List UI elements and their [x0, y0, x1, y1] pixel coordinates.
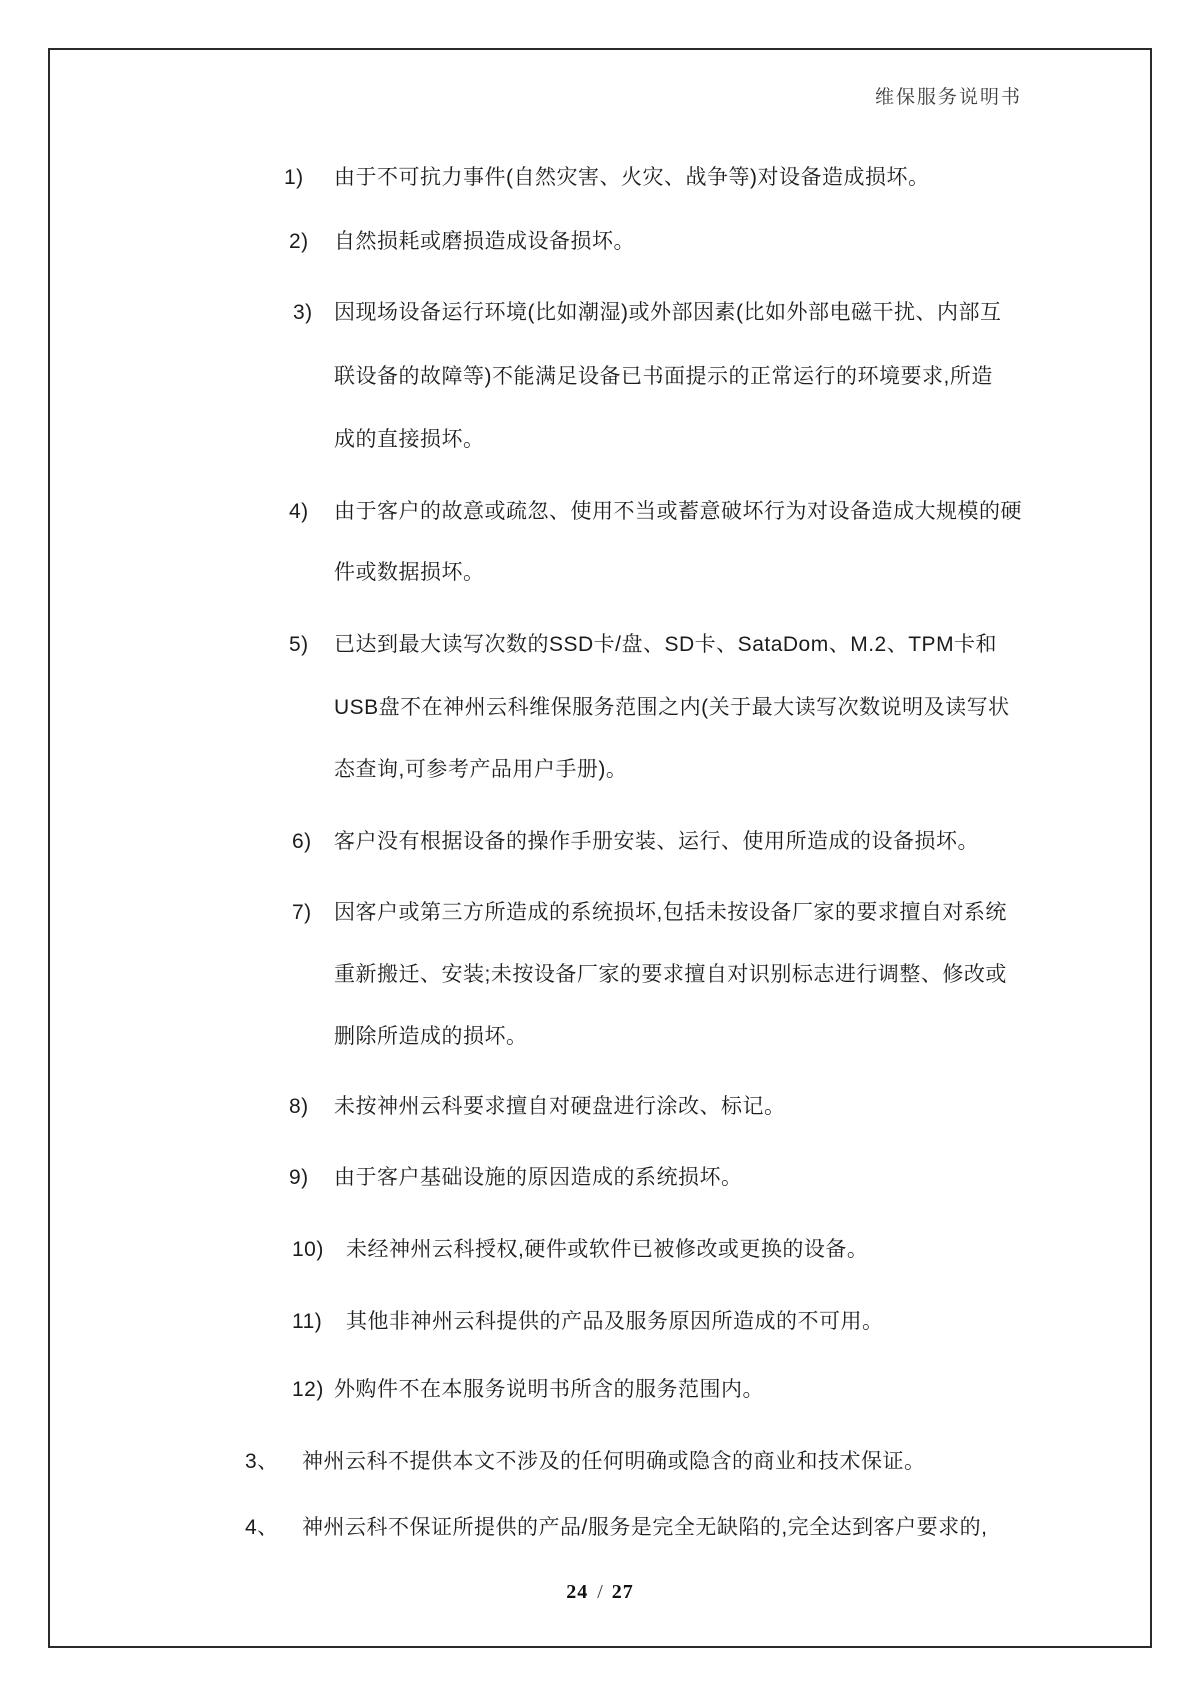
page-number-current: 24 — [566, 1581, 589, 1603]
list-item-line: 未按神州云科要求擅自对硬盘进行涂改、标记。 — [334, 1095, 786, 1118]
page-number-separator: / — [597, 1581, 603, 1603]
list-item-line: 重新搬迁、安装;未按设备厂家的要求擅自对识别标志进行调整、修改或 — [334, 963, 1007, 986]
list-item-line: 自然损耗或磨损造成设备损坏。 — [334, 230, 635, 253]
list-item-number: 4) — [289, 500, 309, 523]
list-item-line: 联设备的故障等)不能满足设备已书面提示的正常运行的环境要求,所造 — [334, 365, 993, 388]
list-item-line: 件或数据损坏。 — [334, 561, 485, 584]
list-item-number: 2) — [289, 230, 309, 253]
list-item-number: 12) — [292, 1378, 324, 1401]
list-item-line: 态查询,可参考产品用户手册)。 — [334, 758, 628, 781]
list-item-number: 1) — [284, 166, 304, 189]
list-item-number: 6) — [292, 830, 312, 853]
section-item-line: 神州云科不保证所提供的产品/服务是完全无缺陷的,完全达到客户要求的, — [302, 1516, 988, 1539]
list-item-number: 11) — [292, 1310, 323, 1333]
list-item-number: 8) — [289, 1095, 309, 1118]
list-item-line: 其他非神州云科提供的产品及服务原因所造成的不可用。 — [346, 1310, 884, 1333]
list-item-line: 因客户或第三方所造成的系统损坏,包括未按设备厂家的要求擅自对系统 — [334, 901, 1007, 924]
list-item-line: 已达到最大读写次数的SSD卡/盘、SD卡、SataDom、M.2、TPM卡和 — [334, 633, 998, 656]
list-item-number: 10) — [292, 1238, 324, 1261]
list-item-line: 未经神州云科授权,硬件或软件已被修改或更换的设备。 — [346, 1238, 869, 1261]
page-number-total: 27 — [611, 1581, 634, 1603]
list-item-line: 因现场设备运行环境(比如潮湿)或外部因素(比如外部电磁干扰、内部互 — [334, 301, 1002, 324]
list-item-line: 由于不可抗力事件(自然灾害、火灾、战争等)对设备造成损坏。 — [334, 166, 930, 189]
list-item-line: 客户没有根据设备的操作手册安装、运行、使用所造成的设备损坏。 — [334, 830, 979, 853]
section-item-line: 神州云科不提供本文不涉及的任何明确或隐含的商业和技术保证。 — [302, 1450, 926, 1473]
list-item-number: 5) — [289, 633, 309, 656]
list-item-line: USB盘不在神州云科维保服务范围之内(关于最大读写次数说明及读写状 — [334, 696, 1010, 719]
section-item-number: 3、 — [245, 1450, 279, 1473]
list-item-line: 删除所造成的损坏。 — [334, 1025, 528, 1048]
list-item-number: 3) — [293, 301, 313, 324]
page-footer — [0, 1581, 1200, 1604]
list-item-number: 7) — [292, 901, 312, 924]
section-item-number: 4、 — [245, 1516, 279, 1539]
list-item-line: 外购件不在本服务说明书所含的服务范围内。 — [334, 1378, 764, 1401]
list-item-line: 由于客户基础设施的原因造成的系统损坏。 — [334, 1166, 743, 1189]
list-item-line: 由于客户的故意或疏忽、使用不当或蓄意破坏行为对设备造成大规模的硬 — [334, 500, 1022, 523]
list-item-line: 成的直接损坏。 — [334, 428, 485, 451]
page-header-title: 维保服务说明书 — [874, 87, 1022, 108]
list-item-number: 9) — [289, 1166, 309, 1189]
